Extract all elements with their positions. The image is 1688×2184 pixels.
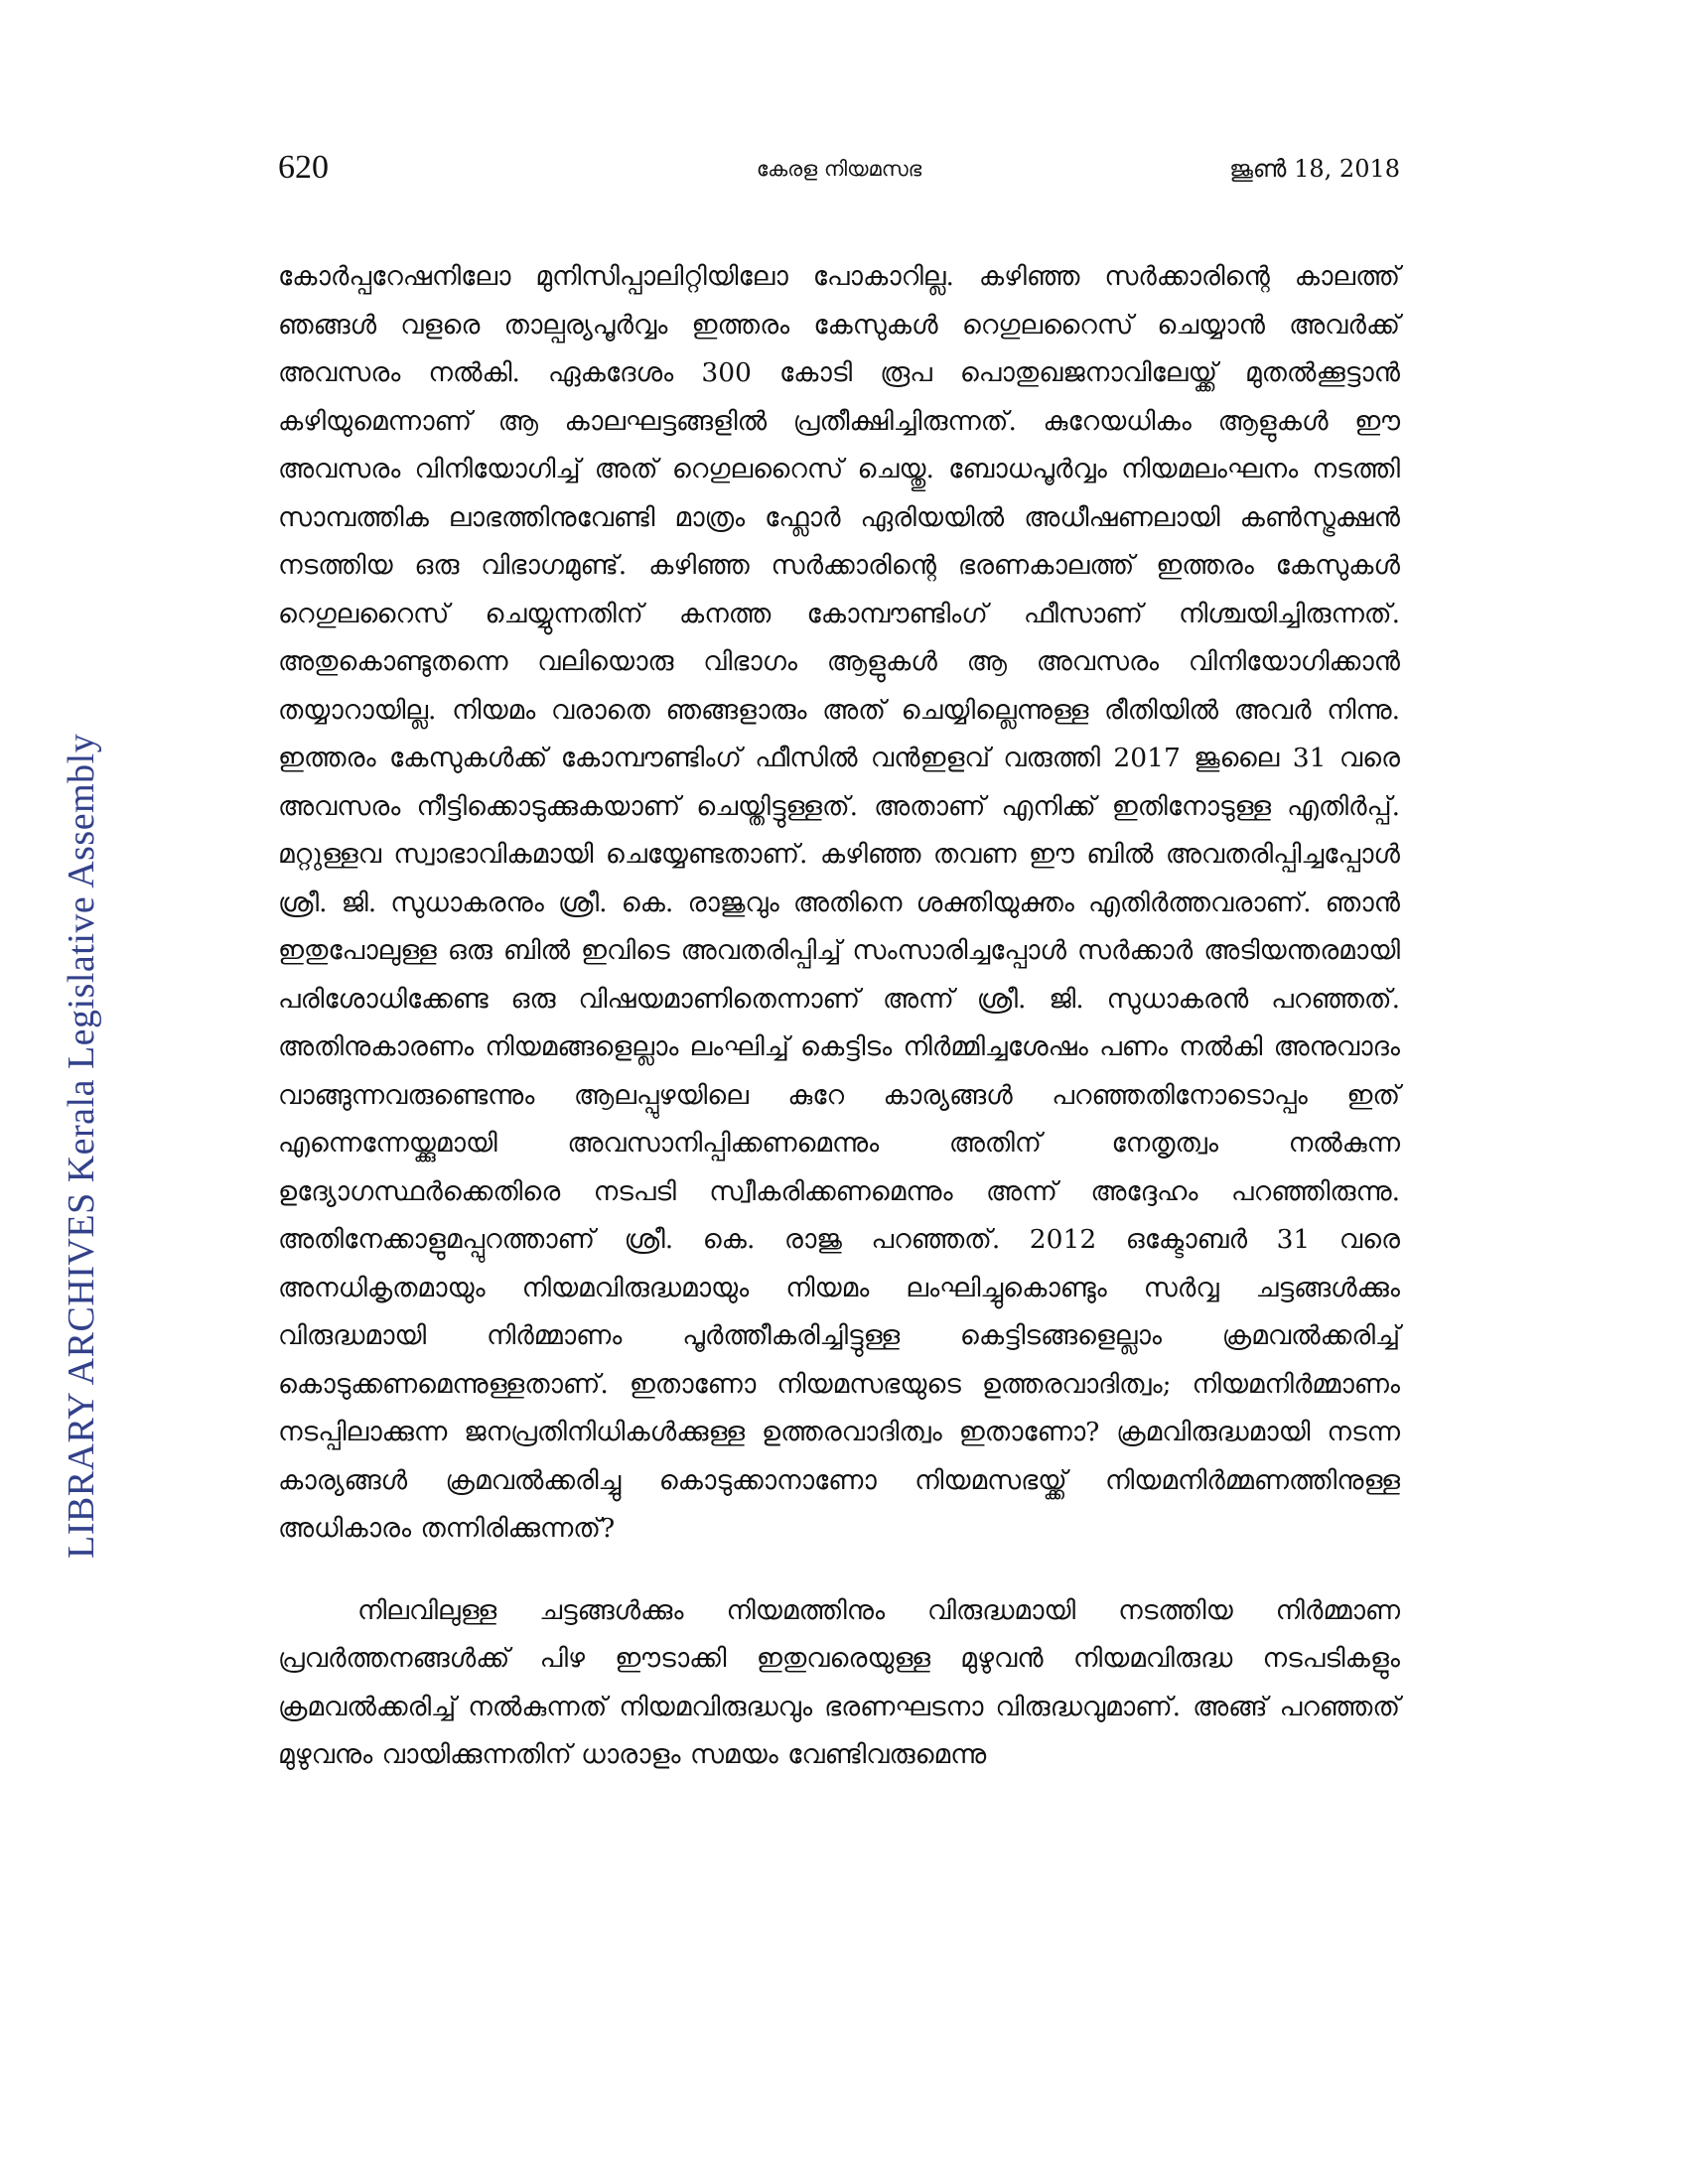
header-title: കേരള നിയമസഭ bbox=[756, 157, 922, 181]
paragraph-2: നിലവിലുള്ള ചട്ടങ്ങൾക്കും നിയമത്തിനും വിരുദ്ധമായി നടത്തിയ നിർമ്മാണ പ്രവർത്തനങ്ങൾക്ക് പിഴ ഈടാക്കി ഇതുവരെയുള്ള മുഴുവൻ നിയമവിരുദ്ധ നടപടികളും ക്രമവൽക്കരിച്ച് നൽകുന്നത് നിയമവിരുദ്ധവും ഭരണഘടനാ വിരുദ്ധവുമാണ്. അങ്ങ് പറഞ്ഞത് മുഴുവനും വായിക്കുന്നതിന് ധാരാളം സമയം വേണ്ടിവരുമെന്നു bbox=[278, 1594, 1400, 1770]
page-number: 620 bbox=[278, 149, 329, 186]
body-text bbox=[278, 253, 1400, 1780]
paragraph-1: കോർപ്പറേഷനിലോ മുനിസിപ്പാലിറ്റിയിലോ പോകാറില്ല. കഴിഞ്ഞ സർക്കാരിന്റെ കാലത്ത് ഞങ്ങൾ വളരെ താല്പര്യപൂർവ്വം ഇത്തരം കേസുകൾ റെഗുലറൈസ് ചെയ്യാൻ അവർക്ക് അവസരം നൽകി. ഏകദേശം 300 കോടി രൂപ പൊതുഖജനാവിലേയ്ക്ക് മുതൽക്കൂട്ടാൻ കഴിയുമെന്നാണ് ആ കാലഘട്ടങ്ങളിൽ പ്രതീക്ഷിച്ചിരുന്നത്. കുറേയധികം ആളുകൾ ഈ അവസരം വിനിയോഗിച്ച് അത് റെഗുലറൈസ് ചെയ്തു. ബോധപൂർവ്വം നിയമലംഘനം നടത്തി സാമ്പത്തിക ലാഭത്തിനുവേണ്ടി മാത്രം ഫ്ലോർ ഏരിയയിൽ അധീഷണലായി കൺസ്ട്രക്ഷൻ നടത്തിയ ഒരു വിഭാഗമുണ്ട്. കഴിഞ്ഞ സർക്കാരിന്റെ ഭരണകാലത്ത് ഇത്തരം കേസുകൾ റെഗുലറൈസ് ചെയ്യുന്നതിന് കനത്ത കോമ്പൗണ്ടിംഗ് ഫീസാണ് നിശ്ചയിച്ചിരുന്നത്. അതുകൊണ്ടുതന്നെ വലിയൊരു വിഭാഗം ആളുകൾ ആ അവസരം വിനിയോഗിക്കാൻ തയ്യാറായില്ല. നിയമം വരാതെ ഞങ്ങളാരും അത് ചെയ്യില്ലെന്നുള്ള രീതിയിൽ അവർ നിന്നു. ഇത്തരം കേസുകൾക്ക് കോമ്പൗണ്ടിംഗ് ഫീസിൽ വൻഇളവ് വരുത്തി 2017 ജൂലൈ 31 വരെ അവസരം നീട്ടിക്കൊടുക്കുകയാണ് ചെയ്തിട്ടുള്ളത്. അതാണ് എനിക്ക് ഇതിനോടുള്ള എതിർപ്പ്. മറ്റുള്ളവ സ്വാഭാവികമായി ചെയ്യേണ്ടതാണ്. കഴിഞ്ഞ തവണ ഈ ബിൽ അവതരിപ്പിച്ചപ്പോൾ ശ്രീ. ജി. സുധാകരനും ശ്രീ. കെ. രാജുവും അതിനെ ശക്തിയുക്തം എതിർത്തവരാണ്. ഞാൻ ഇതുപോലുള്ള ഒരു ബിൽ ഇവിടെ അവതരിപ്പിച്ച് സംസാരിച്ചപ്പോൾ സർക്കാർ അടിയന്തരമായി പരിശോധിക്കേണ്ട ഒരു വിഷയമാണിതെന്നാണ് അന്ന് ശ്രീ. ജി. സുധാകരൻ പറഞ്ഞത്. അതിനുകാരണം നിയമങ്ങളെല്ലാം ലംഘിച്ച് കെട്ടിടം നിർമ്മിച്ചശേഷം പണം നൽകി അനുവാദം വാങ്ങുന്നവരുണ്ടെന്നും ആലപ്പുഴയിലെ കുറേ കാര്യങ്ങൾ പറഞ്ഞതിനോടൊപ്പം ഇത് എന്നെന്നേയ്ക്കുമായി അവസാനിപ്പിക്കണമെന്നും അതിന് നേതൃത്വം നൽകുന്ന ഉദ്യോഗസ്ഥർക്കെതിരെ നടപടി സ്വീകരിക്കണമെന്നും അന്ന് അദ്ദേഹം പറഞ്ഞിരുന്നു. അതിനേക്കാളുമപ്പുറത്താണ് ശ്രീ. കെ. രാജു പറഞ്ഞത്. 2012 ഒക്ടോബർ 31 വരെ അനധികൃതമായും നിയമവിരുദ്ധമായും നിയമം ലംഘിച്ചുകൊണ്ടും സർവ്വ ചട്ടങ്ങൾക്കും വിരുദ്ധമായി നിർമ്മാണം പൂർത്തീകരിച്ചിട്ടുള്ള കെട്ടിടങ്ങളെല്ലാം ക്രമവൽക്കരിച്ച് കൊടുക്കണമെന്നുള്ളതാണ്. ഇതാണോ നിയമസഭയുടെ ഉത്തരവാദിത്വം; നിയമനിർമ്മാണം നടപ്പിലാക്കുന്ന ജനപ്രതിനിധികൾക്കുള്ള ഉത്തരവാദിത്വം ഇതാണോ? ക്രമവിരുദ്ധമായി നടന്ന കാര്യങ്ങൾ ക്രമവൽക്കരിച്ചു കൊടുക്കാനാണോ നിയമസഭയ്ക്ക് നിയമനിർമ്മണത്തിനുള്ള അധികാരം തന്നിരിക്കുന്നത്? bbox=[278, 261, 1400, 1544]
page-header bbox=[278, 149, 1400, 208]
archive-watermark: LIBRARY ARCHIVES Kerala Legislative Assembly bbox=[61, 733, 102, 1559]
header-date: ജൂൺ 18, 2018 bbox=[1229, 155, 1400, 183]
